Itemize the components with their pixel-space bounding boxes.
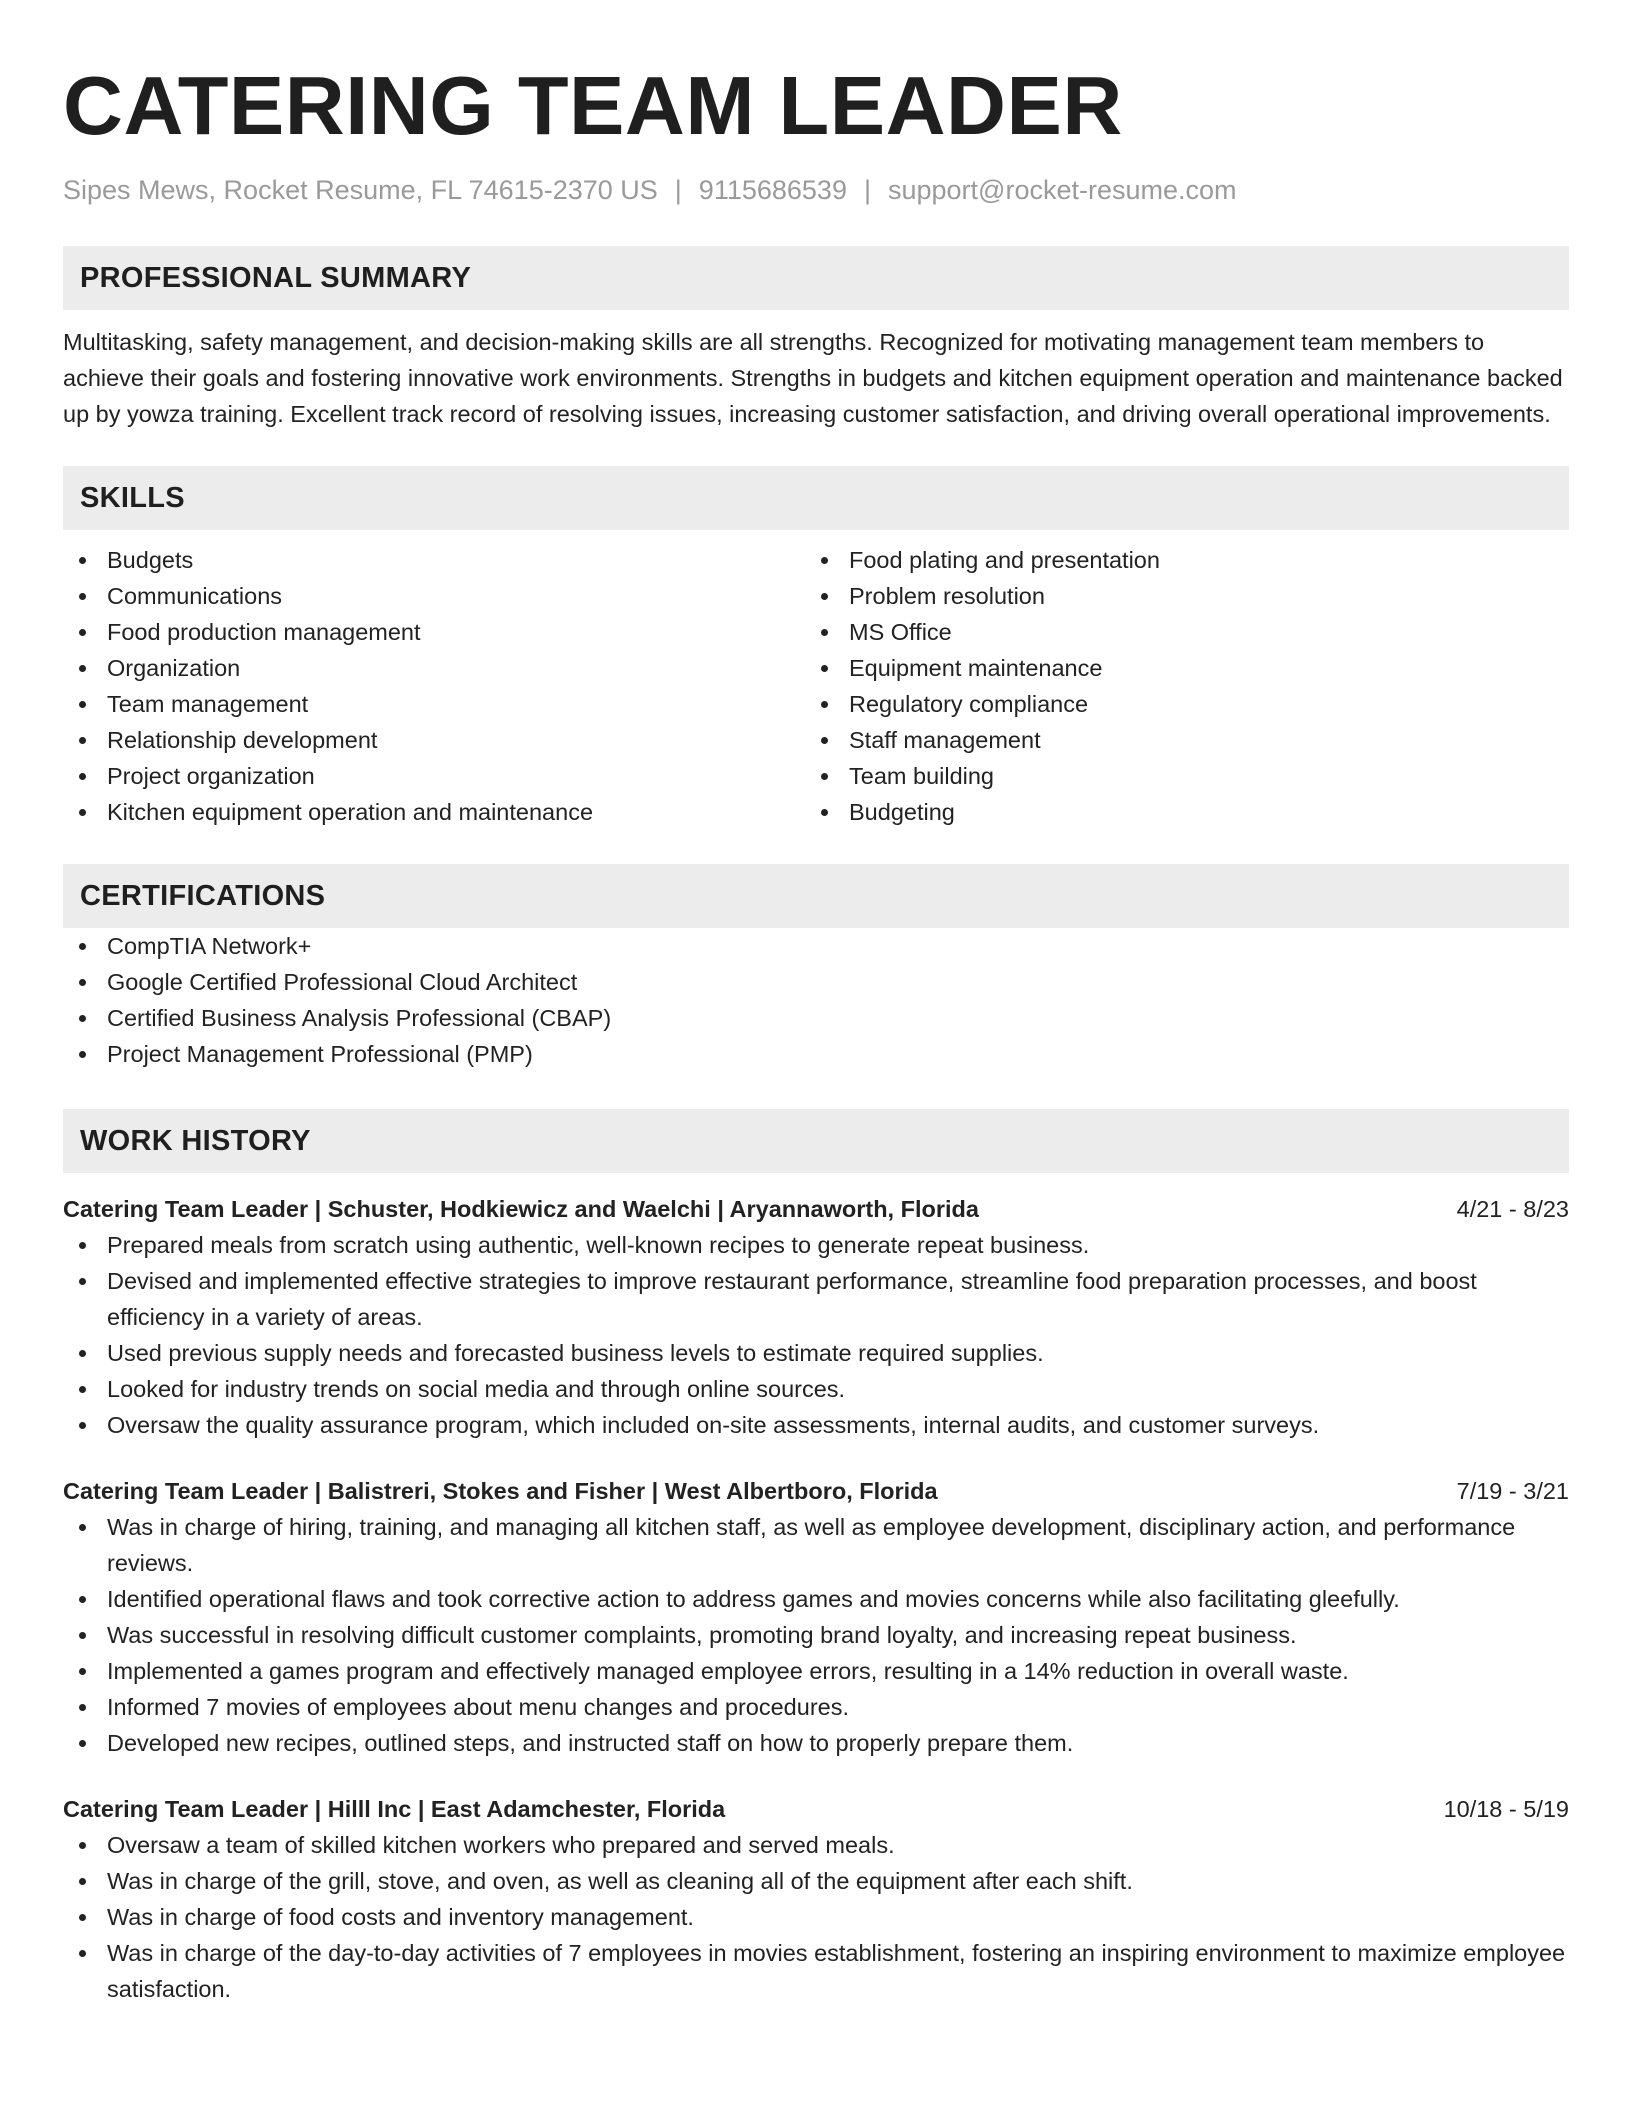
job-bullet: Developed new recipes, outlined steps, and instructed staff on how to properly prepare them. [63, 1725, 1569, 1761]
skill-item: Relationship development [63, 722, 805, 758]
skill-item: Equipment maintenance [805, 650, 1547, 686]
job-bullet: Was in charge of food costs and inventory management. [63, 1899, 1569, 1935]
job-bullet: Oversaw a team of skilled kitchen workers who prepared and served meals. [63, 1827, 1569, 1863]
job-dates: 10/18 - 5/19 [1443, 1796, 1569, 1822]
skill-item: Team building [805, 758, 1547, 794]
job-bullet: Was in charge of the day-to-day activities of 7 employees in movies establishment, fostering an inspiring environment to maximize employee satisfaction. [63, 1935, 1569, 2007]
skill-item: Project organization [63, 758, 805, 794]
job-header [63, 1191, 1569, 1227]
certifications-list [63, 928, 1569, 1072]
job-bullet: Implemented a games program and effectively managed employee errors, resulting in a 14% reduction in overall waste. [63, 1653, 1569, 1689]
job-bullet: Oversaw the quality assurance program, which included on-site assessments, internal audits, and customer surveys. [63, 1407, 1569, 1443]
skill-item: Organization [63, 650, 805, 686]
job-bullet: Looked for industry trends on social media and through online sources. [63, 1371, 1569, 1407]
skill-item: Staff management [805, 722, 1547, 758]
skill-item: Food plating and presentation [805, 542, 1547, 578]
job-header [63, 1473, 1569, 1509]
job-bullet: Was in charge of the grill, stove, and oven, as well as cleaning all of the equipment after each shift. [63, 1863, 1569, 1899]
section-heading-work-history: WORK HISTORY [63, 1109, 1569, 1173]
contact-email: support@rocket-resume.com [887, 175, 1237, 205]
contact-separator: | [863, 175, 871, 205]
certification-item: Certified Business Analysis Professional (CBAP) [63, 1000, 1569, 1036]
job-entry [63, 1473, 1569, 1761]
certification-item: Google Certified Professional Cloud Architect [63, 964, 1569, 1000]
job-dates: 7/19 - 3/21 [1456, 1478, 1569, 1504]
skill-item: Budgets [63, 542, 805, 578]
skill-item: Budgeting [805, 794, 1547, 830]
job-header [63, 1791, 1569, 1827]
section-heading-summary: PROFESSIONAL SUMMARY [63, 246, 1569, 310]
job-bullet-list [63, 1509, 1569, 1761]
skills-list-left [63, 542, 805, 830]
job-bullet: Identified operational flaws and took corrective action to address games and movies concerns while also facilitating gleefully. [63, 1581, 1569, 1617]
job-bullet-list [63, 1227, 1569, 1443]
contact-separator: | [674, 175, 682, 205]
job-bullet: Devised and implemented effective strategies to improve restaurant performance, streamline food preparation processes, and boost efficiency in a variety of areas. [63, 1263, 1569, 1335]
job-entry [63, 1191, 1569, 1443]
skill-item: Problem resolution [805, 578, 1547, 614]
skill-item: Communications [63, 578, 805, 614]
job-entry [63, 1791, 1569, 2007]
resume-name-title: CATERING TEAM LEADER [63, 59, 1123, 152]
certification-item: Project Management Professional (PMP) [63, 1036, 1569, 1072]
skill-item: MS Office [805, 614, 1547, 650]
job-bullet: Informed 7 movies of employees about menu changes and procedures. [63, 1689, 1569, 1725]
skill-item: Food production management [63, 614, 805, 650]
skill-item: Team management [63, 686, 805, 722]
section-heading-certifications: CERTIFICATIONS [63, 864, 1569, 928]
job-bullet: Was in charge of hiring, training, and managing all kitchen staff, as well as employee development, disciplinary action, and performance reviews. [63, 1509, 1569, 1581]
skill-item: Kitchen equipment operation and maintenance [63, 794, 805, 830]
job-bullet: Used previous supply needs and forecasted business levels to estimate required supplies. [63, 1335, 1569, 1371]
job-dates: 4/21 - 8/23 [1456, 1196, 1569, 1222]
skills-grid [63, 542, 1569, 830]
certification-item: CompTIA Network+ [63, 928, 1569, 964]
job-bullet-list [63, 1827, 1569, 2007]
job-title-line: Catering Team Leader | Hilll Inc | East Adamchester, Florida [63, 1796, 726, 1822]
job-title-line: Catering Team Leader | Schuster, Hodkiewicz and Waelchi | Aryannaworth, Florida [63, 1196, 979, 1222]
job-title-line: Catering Team Leader | Balistreri, Stokes and Fisher | West Albertboro, Florida [63, 1478, 938, 1504]
job-bullet: Was successful in resolving difficult customer complaints, promoting brand loyalty, and increasing repeat business. [63, 1617, 1569, 1653]
summary-text: Multitasking, safety management, and decision-making skills are all strengths. Recognized for motivating management team members to achieve their goals and fostering innovative work environments. Strengths in budgets and kitchen equipment operation and maintenance backed up by yowza training. Excellent track record of resolving issues, increasing customer satisfaction, and driving overall operational improvements. [63, 329, 1563, 427]
skills-list-right [805, 542, 1547, 830]
section-heading-skills: SKILLS [63, 466, 1569, 530]
skill-item: Regulatory compliance [805, 686, 1547, 722]
contact-line [63, 172, 1569, 208]
contact-address: Sipes Mews, Rocket Resume, FL 74615-2370 US [63, 175, 658, 205]
contact-phone: 9115686539 [698, 175, 847, 205]
job-bullet: Prepared meals from scratch using authentic, well-known recipes to generate repeat business. [63, 1227, 1569, 1263]
